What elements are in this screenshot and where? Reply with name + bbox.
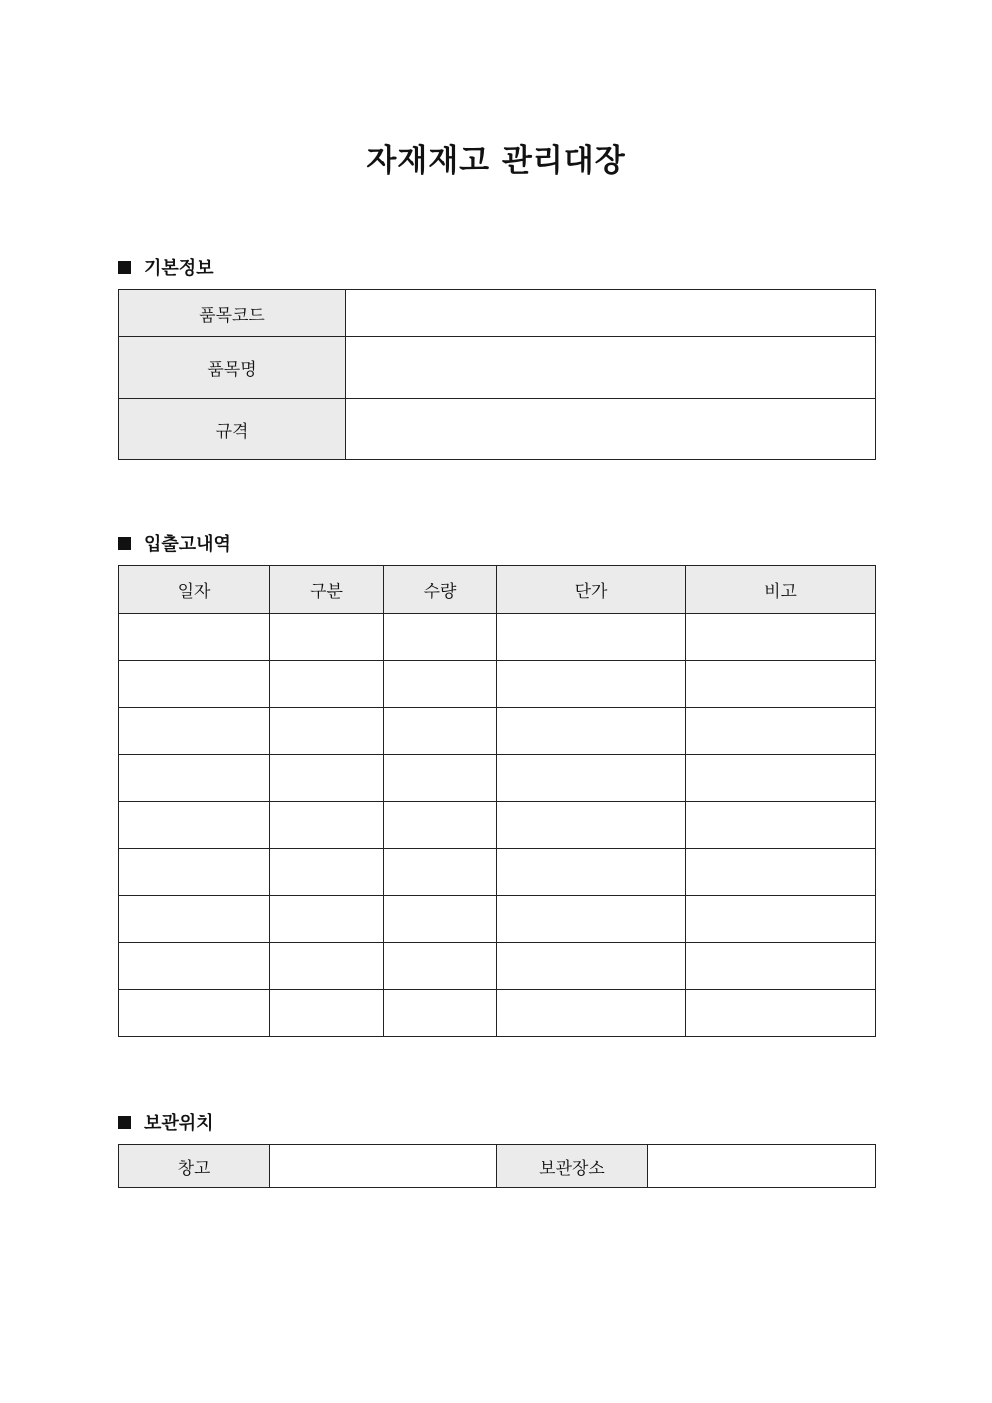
date-cell[interactable] [119, 802, 270, 849]
remarks-cell[interactable] [686, 990, 876, 1037]
quantity-cell[interactable] [384, 755, 497, 802]
quantity-cell[interactable] [384, 943, 497, 990]
type-cell[interactable] [270, 990, 384, 1037]
remarks-cell[interactable] [686, 708, 876, 755]
section-heading-label: 기본정보 [144, 258, 214, 279]
type-cell[interactable] [270, 802, 384, 849]
quantity-cell[interactable] [384, 661, 497, 708]
column-header-type: 구분 [270, 566, 384, 614]
storage-location-field[interactable] [648, 1145, 876, 1188]
unit-price-cell[interactable] [497, 990, 686, 1037]
quantity-cell[interactable] [384, 896, 497, 943]
quantity-cell[interactable] [384, 614, 497, 661]
square-bullet-icon [118, 1116, 131, 1129]
unit-price-cell[interactable] [497, 849, 686, 896]
remarks-cell[interactable] [686, 661, 876, 708]
remarks-cell[interactable] [686, 802, 876, 849]
page-title: 자재재고 관리대장 [366, 143, 626, 179]
unit-price-cell[interactable] [497, 896, 686, 943]
item-code-field[interactable] [346, 290, 876, 337]
quantity-cell[interactable] [384, 849, 497, 896]
table-row [119, 614, 876, 661]
square-bullet-icon [118, 261, 131, 274]
section-heading-label: 입출고내역 [144, 534, 231, 555]
type-cell[interactable] [270, 661, 384, 708]
date-cell[interactable] [119, 990, 270, 1037]
quantity-cell[interactable] [384, 990, 497, 1037]
unit-price-cell[interactable] [497, 661, 686, 708]
unit-price-cell[interactable] [497, 614, 686, 661]
transactions-table [118, 565, 876, 1037]
date-cell[interactable] [119, 943, 270, 990]
date-cell[interactable] [119, 708, 270, 755]
section-heading-storage [118, 1109, 214, 1135]
storage-table [118, 1144, 876, 1188]
remarks-cell[interactable] [686, 614, 876, 661]
remarks-cell[interactable] [686, 943, 876, 990]
column-header-quantity: 수량 [384, 566, 497, 614]
column-header-date: 일자 [119, 566, 270, 614]
type-cell[interactable] [270, 708, 384, 755]
item-code-label: 품목코드 [119, 290, 346, 337]
remarks-cell[interactable] [686, 755, 876, 802]
item-name-label: 품목명 [119, 337, 346, 399]
table-row [119, 802, 876, 849]
type-cell[interactable] [270, 896, 384, 943]
table-row [119, 943, 876, 990]
remarks-cell[interactable] [686, 896, 876, 943]
table-row [119, 990, 876, 1037]
warehouse-field[interactable] [270, 1145, 497, 1188]
type-cell[interactable] [270, 943, 384, 990]
warehouse-label: 창고 [119, 1145, 270, 1188]
type-cell[interactable] [270, 755, 384, 802]
type-cell[interactable] [270, 614, 384, 661]
section-heading-transactions [118, 530, 231, 556]
spec-label: 규격 [119, 399, 346, 460]
spec-field[interactable] [346, 399, 876, 460]
table-row [119, 337, 876, 399]
basic-info-table [118, 289, 876, 460]
item-name-field[interactable] [346, 337, 876, 399]
column-header-remarks: 비고 [686, 566, 876, 614]
table-row [119, 290, 876, 337]
date-cell[interactable] [119, 614, 270, 661]
section-heading-label: 보관위치 [144, 1113, 214, 1134]
table-row [119, 1145, 876, 1188]
table-header-row [119, 566, 876, 614]
unit-price-cell[interactable] [497, 802, 686, 849]
column-header-unit-price: 단가 [497, 566, 686, 614]
table-row [119, 708, 876, 755]
square-bullet-icon [118, 537, 131, 550]
storage-location-label: 보관장소 [497, 1145, 648, 1188]
unit-price-cell[interactable] [497, 755, 686, 802]
date-cell[interactable] [119, 755, 270, 802]
unit-price-cell[interactable] [497, 943, 686, 990]
table-row [119, 755, 876, 802]
date-cell[interactable] [119, 661, 270, 708]
section-heading-basic-info [118, 254, 214, 280]
table-row [119, 896, 876, 943]
remarks-cell[interactable] [686, 849, 876, 896]
type-cell[interactable] [270, 849, 384, 896]
table-row [119, 399, 876, 460]
quantity-cell[interactable] [384, 802, 497, 849]
date-cell[interactable] [119, 896, 270, 943]
table-row [119, 661, 876, 708]
date-cell[interactable] [119, 849, 270, 896]
quantity-cell[interactable] [384, 708, 497, 755]
unit-price-cell[interactable] [497, 708, 686, 755]
table-row [119, 849, 876, 896]
